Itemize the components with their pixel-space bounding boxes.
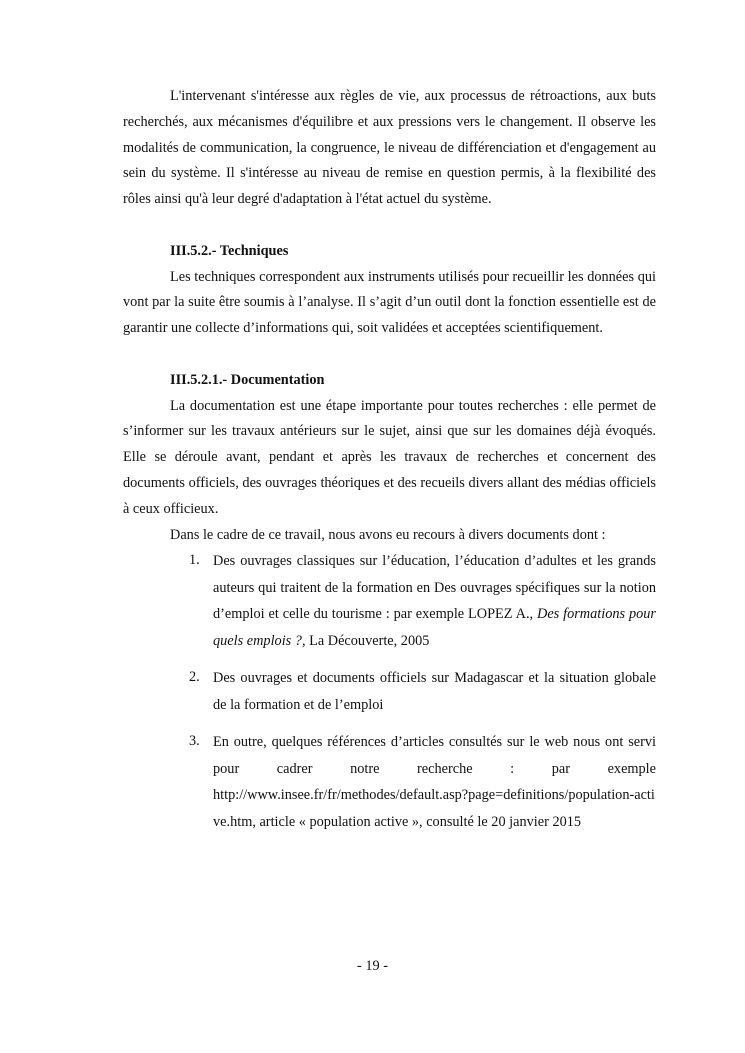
document-page [123,84,656,835]
list-spacer [123,718,656,729]
list-item-text-line-2 [213,756,656,783]
page-number: - 19 - [357,958,388,974]
list-item [123,729,656,835]
list-item-text-line-2-content: pour cadrer notre recherche : par exemple [213,760,656,777]
list-item-text-after: La Découverte, 2005 [305,632,430,649]
list-item-text-reference [213,782,656,835]
list-item-number: 1. [189,552,200,569]
list-item-number: 3. [189,733,200,750]
list-spacer [123,654,656,665]
list-item-number: 2. [189,669,200,686]
list-item-text-before: Des ouvrages classiques sur l’éducation, l’éducation d’adultes et les grands auteurs qui traitent de la formation en Des ouvrages spécifiques sur la notion d’emploi et celle du tourisme : par exemple LOPEZ A., [213,553,656,623]
paragraph-documentation: La documentation est une étape importante pour toutes recherches : elle permet de s’informer sur les travaux antérieurs sur le sujet, ainsi que sur les domaines déjà évoqués. Elle se déroule avant, pendant et après les travaux de recherches et concernent des documents officiels, des ouvrages théoriques et des recueils divers allant des médias officiels à ceux officieux. [123,397,656,517]
paragraph-techniques: Les techniques correspondent aux instruments utilisés pour recueillir les données qui vont par la suite être soumis à l’analyse. Il s’agit d’un outil dont la fonction essentielle est de garantir une collecte d’informations qui, soit validées et acceptées scientifiquement. [123,268,656,337]
documents-list [123,548,656,835]
web-reference-url[interactable]: http://www.insee.fr/fr/methodes/default.asp?page=definitions/population-active.htm [213,787,655,830]
list-item-text-after: , article « population active », consulté le 20 janvier 2015 [252,813,582,830]
section-heading-techniques: III.5.2.- Techniques [170,242,289,259]
list-item [123,548,656,654]
paragraph-system-observation: L'intervenant s'intéresse aux règles de vie, aux processus de rétroactions, aux buts recherchés, aux mécanismes d'équilibre et aux pressions vers le changement. Il observe les modalités de communication, la congruence, le niveau de différenciation et d'engagement au sein du système. Il s'intéresse au niveau de remise en question permis, à la flexibilité des rôles ainsi qu'à leur degré d'adaptation à l'état actuel du système. [123,88,656,208]
spacer [123,213,656,239]
list-item-text-line-1: En outre, quelques références d’articles consultés sur le web nous ont servi [213,734,656,751]
spacer [123,342,656,368]
paragraph-documentation-intro: Dans le cadre de ce travail, nous avons eu recours à divers documents dont : [170,526,606,543]
list-item [123,665,656,718]
book-title: Des formations pour quels emplois ?, [213,606,656,649]
list-item-text: Des ouvrages et documents officiels sur Madagascar et la situation globale de la formation et de l’emploi [213,670,656,713]
section-heading-documentation: III.5.2.1.- Documentation [170,371,325,388]
list-item-text [213,548,656,654]
